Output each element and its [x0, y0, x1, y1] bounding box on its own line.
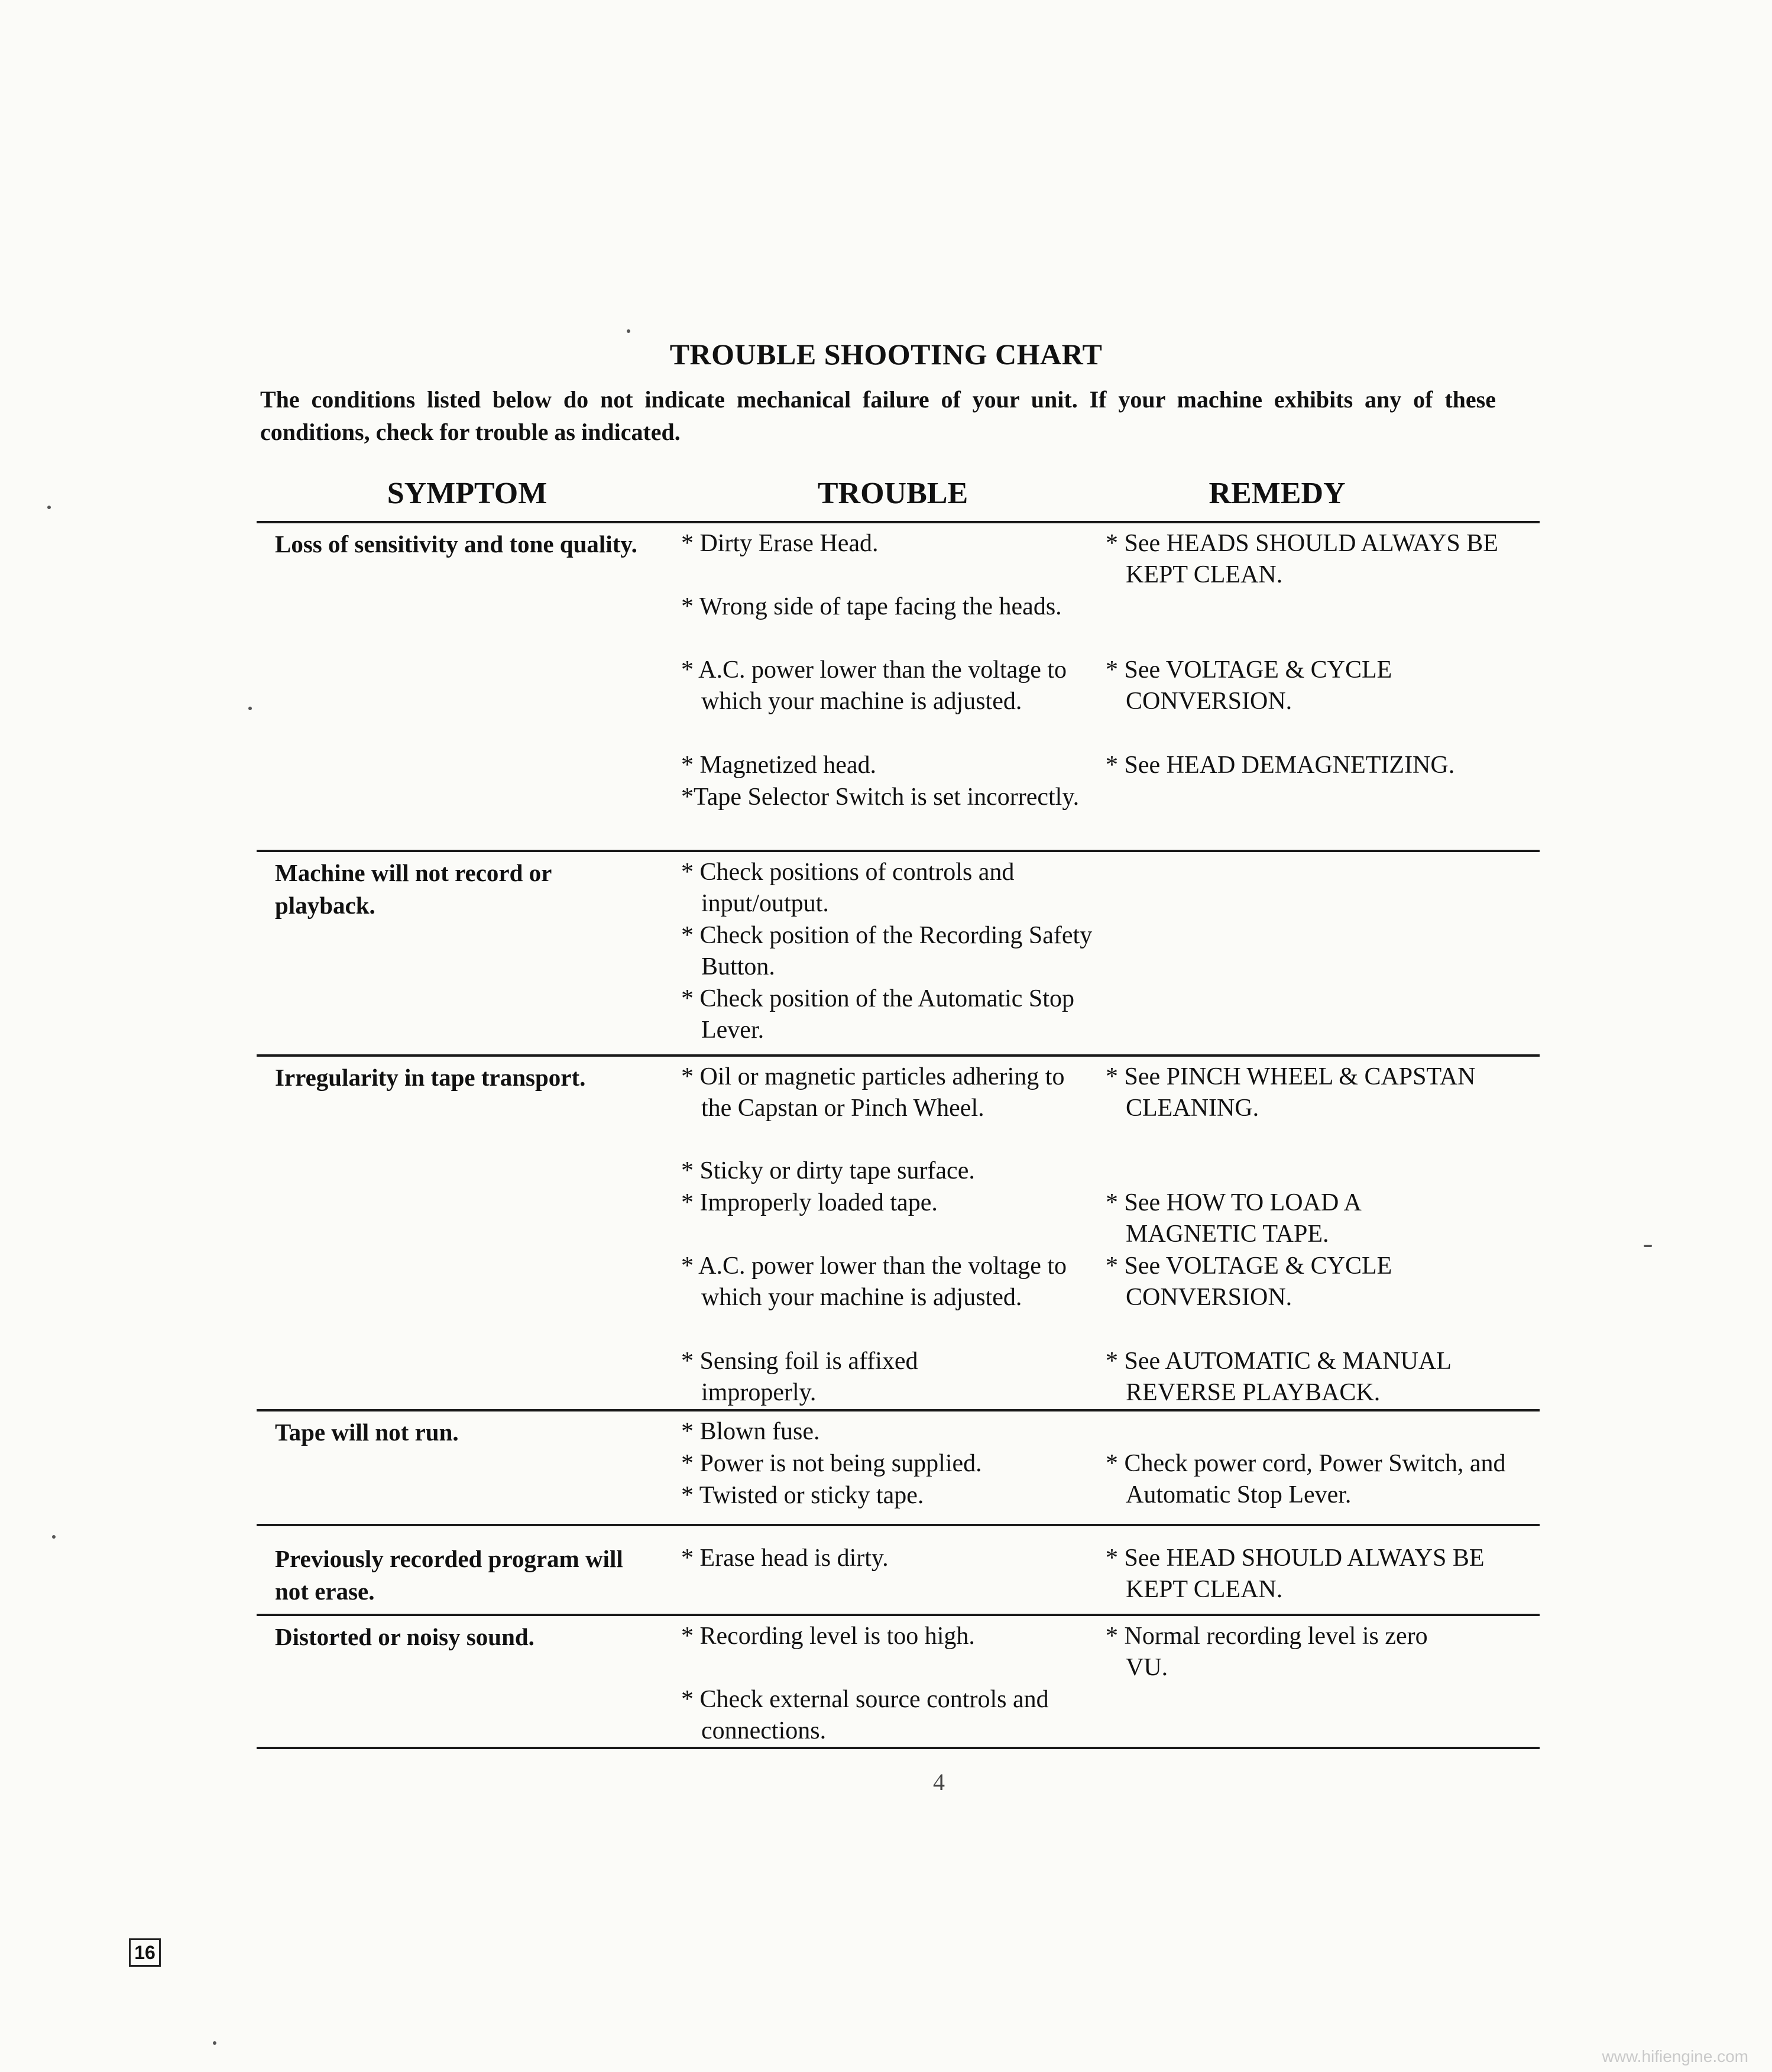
- table-rule: [257, 521, 1540, 523]
- symptom-cell: Previously recorded program will not erase.: [275, 1545, 623, 1605]
- center-page-mark: 4: [933, 1769, 945, 1795]
- remedy-item: * See HEAD SHOULD ALWAYS BE KEPT CLEAN.: [1106, 1545, 1485, 1603]
- page-number: 16: [129, 1938, 161, 1967]
- watermark: www.hifiengine.com: [1602, 2047, 1748, 2065]
- trouble-item: * Wrong side of tape facing the heads.: [681, 593, 1062, 620]
- trouble-item: * Check position of the Recording Safety Button.: [681, 922, 1093, 980]
- table-rule: [257, 1747, 1540, 1749]
- column-header-symptom: SYMPTOM: [387, 477, 548, 510]
- trouble-item: * Twisted or sticky tape.: [681, 1482, 924, 1509]
- trouble-item: * Magnetized head.: [681, 752, 877, 779]
- trouble-item: * Blown fuse.: [681, 1418, 820, 1445]
- trouble-item: * Improperly loaded tape.: [681, 1189, 938, 1216]
- scan-speck: [1644, 1245, 1652, 1247]
- intro-paragraph: The conditions listed below do not indicate mechanical failure of your unit. If your machine exhibits any of these conditions, check for trouble as indicated.: [260, 386, 1496, 445]
- scan-speck: [52, 1535, 56, 1539]
- scan-speck: [627, 329, 630, 333]
- column-header-remedy: REMEDY: [1209, 477, 1346, 510]
- table-rule: [257, 1524, 1540, 1526]
- remedy-item: * See VOLTAGE & CYCLE CONVERSION.: [1106, 656, 1392, 715]
- trouble-item: * A.C. power lower than the voltage to which your machine is adjusted.: [681, 656, 1067, 715]
- trouble-item: * Oil or magnetic particles adhering to the Capstan or Pinch Wheel.: [681, 1063, 1065, 1122]
- remedy-item: * See HOW TO LOAD A MAGNETIC TAPE.: [1106, 1189, 1360, 1248]
- table-rule: [257, 850, 1540, 852]
- trouble-item: * A.C. power lower than the voltage to which your machine is adjusted.: [681, 1252, 1067, 1311]
- table-rule: [257, 1614, 1540, 1616]
- trouble-item: * Power is not being supplied.: [681, 1450, 982, 1477]
- trouble-item: * Sensing foil is affixed improperly.: [681, 1348, 918, 1406]
- trouble-item: * Erase head is dirty.: [681, 1545, 889, 1572]
- table-rule: [257, 1054, 1540, 1057]
- symptom-cell: Loss of sensitivity and tone quality.: [275, 530, 637, 558]
- trouble-item: * Check position of the Automatic Stop Lever.: [681, 985, 1074, 1044]
- symptom-cell: Machine will not record or playback.: [275, 859, 552, 919]
- page-title: TROUBLE SHOOTING CHART: [669, 338, 1103, 371]
- scan-speck: [47, 506, 51, 509]
- remedy-item: * See AUTOMATIC & MANUAL REVERSE PLAYBACK.: [1106, 1348, 1451, 1406]
- trouble-item: * Check positions of controls and input/output.: [681, 859, 1015, 917]
- trouble-item: * Dirty Erase Head.: [681, 530, 879, 557]
- column-header-trouble: TROUBLE: [817, 477, 968, 510]
- remedy-item: * Normal recording level is zero VU.: [1106, 1623, 1428, 1681]
- trouble-item: *Tape Selector Switch is set incorrectly.: [681, 784, 1080, 811]
- remedy-item: * See PINCH WHEEL & CAPSTAN CLEANING.: [1106, 1063, 1476, 1122]
- remedy-item: * See HEADS SHOULD ALWAYS BE KEPT CLEAN.: [1106, 530, 1498, 588]
- trouble-item: * Recording level is too high.: [681, 1623, 975, 1650]
- trouble-item: * Check external source controls and connections.: [681, 1686, 1049, 1744]
- table-rule: [257, 1409, 1540, 1411]
- symptom-cell: Distorted or noisy sound.: [275, 1623, 534, 1650]
- remedy-item: * See VOLTAGE & CYCLE CONVERSION.: [1106, 1252, 1392, 1311]
- symptom-cell: Irregularity in tape transport.: [275, 1064, 586, 1091]
- remedy-item: * Check power cord, Power Switch, and Automatic Stop Lever.: [1106, 1450, 1506, 1508]
- remedy-item: * See HEAD DEMAGNETIZING.: [1106, 752, 1455, 779]
- trouble-item: * Sticky or dirty tape surface.: [681, 1157, 975, 1184]
- symptom-cell: Tape will not run.: [275, 1419, 459, 1446]
- scan-speck: [213, 2041, 216, 2045]
- scan-speck: [248, 707, 252, 710]
